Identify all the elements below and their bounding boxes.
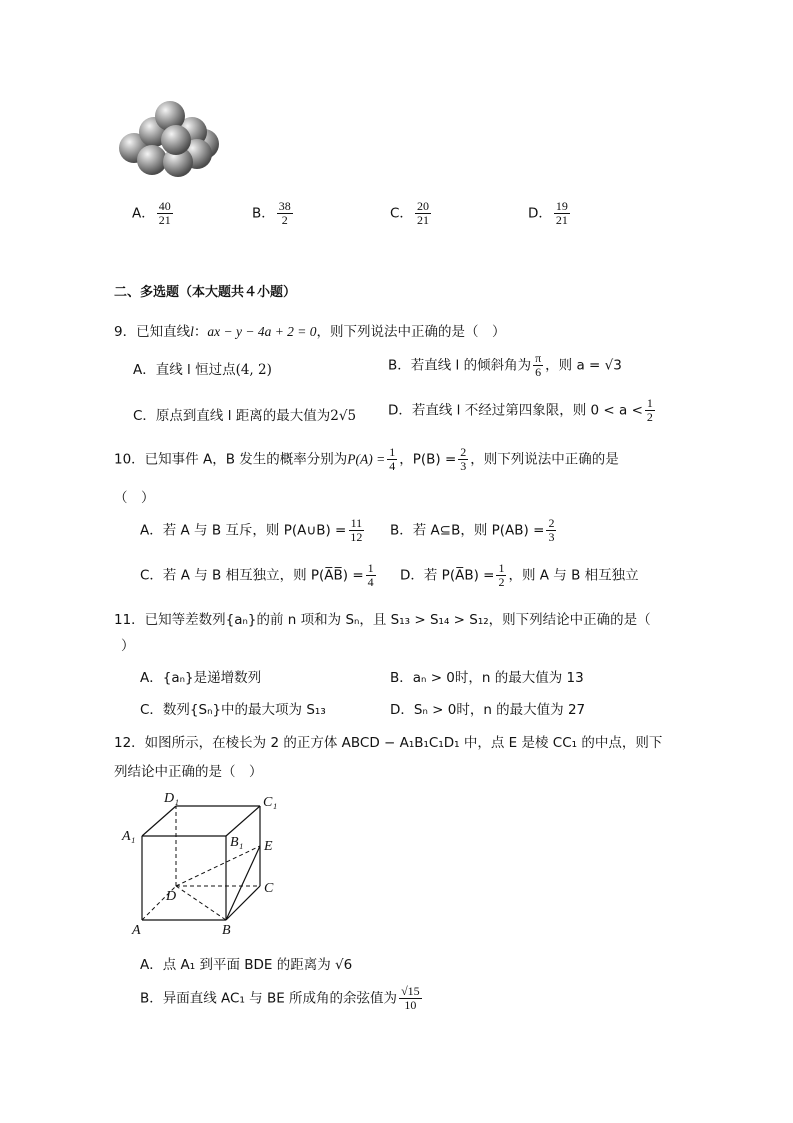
q8-option-b-fraction: $\frac{38}{2}$ bbox=[278, 199, 291, 227]
section-heading: 二、多选题（本大题共４小题） bbox=[114, 285, 297, 300]
q11-option-b[interactable]: B．aₙ > 0时，n 的最大值为 13 bbox=[390, 670, 584, 686]
q8-option-c[interactable]: C． $\frac{20}{21}$ bbox=[390, 199, 429, 227]
label-C: C bbox=[264, 881, 274, 896]
q10-stem: 10．已知事件 A，B 发生的概率分别为P(A) = $\frac{1}{4}$ ，P(B) = $\frac{2}{3}$ ，则下列说法中正确的是 bbox=[114, 445, 619, 473]
q9-b-fraction: $\frac{\pi}{6}$ bbox=[535, 351, 542, 379]
q12-option-b[interactable]: B．异面直线 AC₁ 与 BE 所成角的余弦值为 $\frac{√15}{10}$ bbox=[140, 984, 420, 1012]
edge-A1-D1 bbox=[142, 806, 176, 836]
q11-stem-paren: ） bbox=[121, 638, 135, 654]
q12-option-a[interactable]: A．点 A₁ 到平面 BDE 的距离为 √6 bbox=[140, 957, 353, 973]
q9-stem: 9．已知直线l：ax − y − 4a + 2 = 0，则下列说法中正确的是（ ） bbox=[114, 324, 506, 340]
spheres-figure bbox=[112, 92, 227, 187]
edge-B1-C1 bbox=[226, 806, 260, 836]
cube-figure bbox=[118, 788, 288, 938]
q10-stem-paren: （ ） bbox=[114, 490, 155, 506]
segment-B-D bbox=[176, 886, 226, 920]
label-D1: D₁ bbox=[164, 791, 179, 806]
segment-B-E bbox=[226, 846, 260, 920]
q9-option-b[interactable]: B．若直线 l 的倾斜角为 $\frac{\pi}{6}$ ，则 a = √3 bbox=[388, 351, 622, 379]
q8-option-b[interactable]: B． $\frac{38}{2}$ bbox=[252, 199, 291, 227]
label-A: A bbox=[132, 923, 141, 938]
sphere-stack bbox=[119, 101, 219, 177]
label-A1: A₁ bbox=[122, 829, 136, 844]
label-B1: B₁ bbox=[230, 835, 244, 850]
q9-d-fraction: $\frac{1}{2}$ bbox=[646, 396, 653, 424]
q10-a-fraction: $\frac{11}{12}$ bbox=[350, 516, 363, 544]
q10-option-a[interactable]: A．若 A 与 B 互斥，则 P(A∪B) = $\frac{11}{12}$ bbox=[140, 516, 363, 544]
label-E: E bbox=[264, 839, 273, 854]
q9-option-a[interactable]: A．直线 l 恒过点(4, 2) bbox=[133, 362, 272, 378]
q10-pa-fraction: $\frac{1}{4}$ bbox=[389, 445, 396, 473]
segment-D-E bbox=[176, 846, 260, 886]
q10-c-fraction: $\frac{1}{4}$ bbox=[367, 561, 374, 589]
q8-option-d[interactable]: D． $\frac{19}{21}$ bbox=[528, 199, 568, 227]
q11-option-c[interactable]: C．数列{Sₙ}中的最大项为 S₁₃ bbox=[140, 702, 326, 718]
q11-option-d[interactable]: D．Sₙ > 0时，n 的最大值为 27 bbox=[390, 702, 586, 718]
q9-option-d[interactable]: D．若直线 l 不经过第四象限，则 0 < a < $\frac{1}{2}$ bbox=[388, 396, 653, 424]
q10-b-fraction: $\frac{2}{3}$ bbox=[548, 516, 555, 544]
q9-option-c[interactable]: C．原点到直线 l 距离的最大值为2√5 bbox=[133, 408, 357, 424]
q8-option-a[interactable]: A． $\frac{40}{21}$ bbox=[132, 199, 171, 227]
q11-option-a[interactable]: A．{aₙ}是递增数列 bbox=[140, 670, 262, 686]
q8-option-d-fraction: $\frac{19}{21}$ bbox=[555, 199, 568, 227]
label-C1: C₁ bbox=[263, 795, 278, 810]
edge-B-C bbox=[226, 886, 260, 920]
q10-option-b[interactable]: B．若 A⊆B，则 P(AB) = $\frac{2}{3}$ bbox=[390, 516, 555, 544]
q12-stem-line2: 列结论中正确的是（ ） bbox=[114, 764, 263, 780]
label-D: D bbox=[166, 889, 177, 904]
q10-option-d[interactable]: D．若 P(A̅B) = $\frac{1}{2}$ ，则 A 与 B 相互独立 bbox=[400, 561, 639, 589]
q10-option-c[interactable]: C．若 A 与 B 相互独立，则 P(A̅B̅) = $\frac{1}{4}$ bbox=[140, 561, 374, 589]
label-B: B bbox=[222, 923, 231, 938]
q11-stem: 11．已知等差数列{aₙ}的前 n 项和为 Sₙ，且 S₁₃ > S₁₄ > S₁₂，则下列结论中正确的是（ bbox=[114, 612, 651, 628]
q8-option-a-fraction: $\frac{40}{21}$ bbox=[158, 199, 171, 227]
q12-stem: 12．如图所示，在棱长为 2 的正方体 ABCD − A₁B₁C₁D₁ 中，点 E 是棱 CC₁ 的中点，则下 bbox=[114, 735, 663, 751]
q10-d-fraction: $\frac{1}{2}$ bbox=[498, 561, 505, 589]
q8-option-c-fraction: $\frac{20}{21}$ bbox=[416, 199, 429, 227]
q12-b-fraction: $\frac{√15}{10}$ bbox=[401, 984, 420, 1012]
q10-pb-fraction: $\frac{2}{3}$ bbox=[460, 445, 467, 473]
